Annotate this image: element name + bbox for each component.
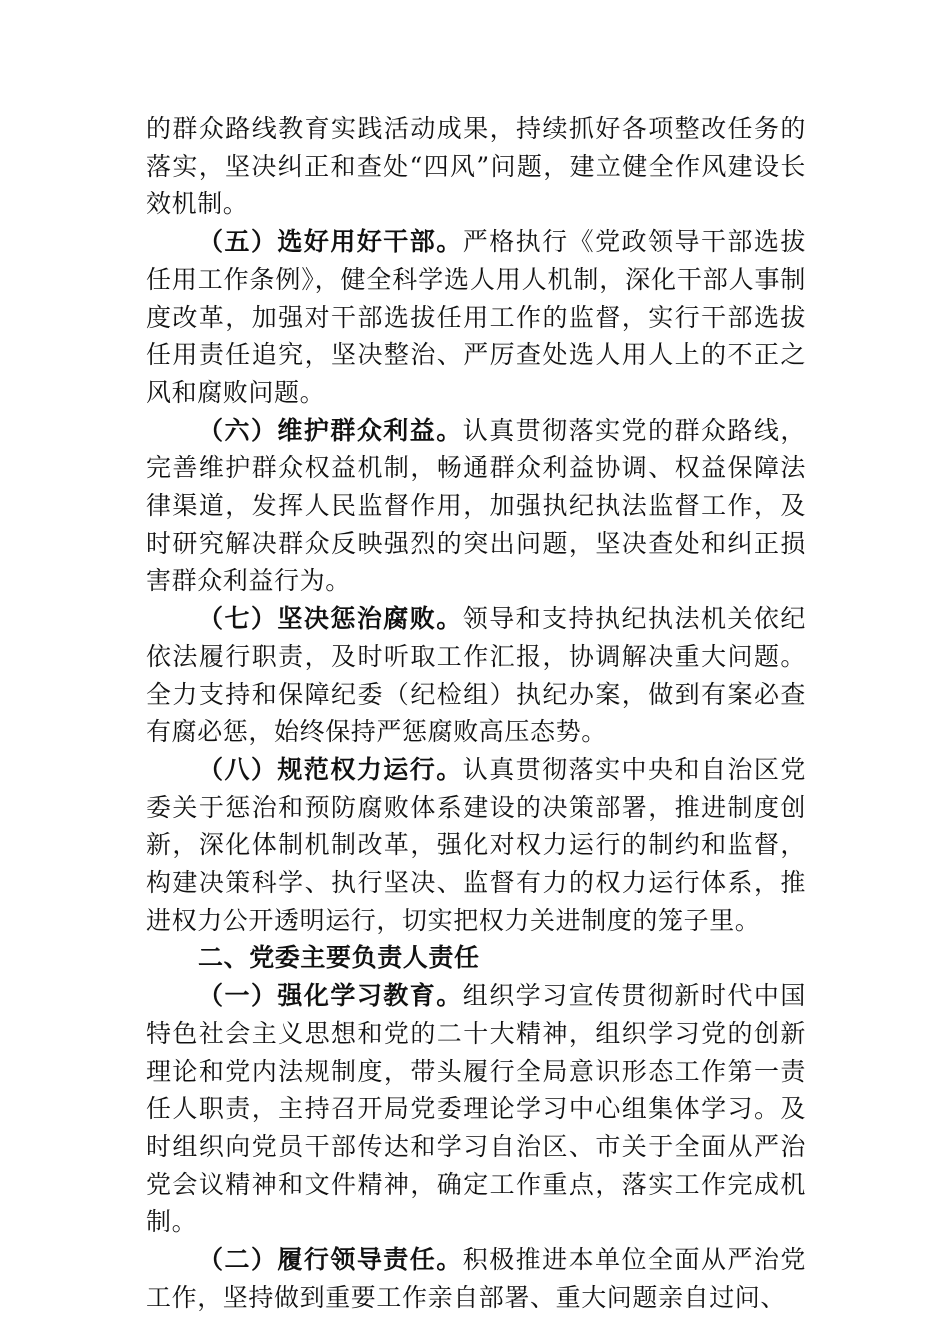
paragraph-body: 的群众路线教育实践活动成果，持续抓好各项整改任务的落实，坚决纠正和查处“四风”问题，建立健全作风建设长效机制。 xyxy=(146,114,806,219)
paragraph-body: 认真贯彻落实中央和自治区党委关于惩治和预防腐败体系建设的决策部署，推进制度创新，深化体制机制改革，强化对权力运行的制约和监督，构建决策科学、执行坚决、监督有力的权力运行体系，推进权力公开透明运行，切实把权力关进制度的笼子里。 xyxy=(146,754,806,935)
paragraph-select-cadres xyxy=(146,223,806,412)
paragraph-leadership-duty xyxy=(146,1241,806,1316)
paragraph-protect-interests xyxy=(146,412,806,601)
paragraph-punish-corruption xyxy=(146,600,806,751)
paragraph-study-education xyxy=(146,977,806,1241)
paragraph-regulate-power xyxy=(146,751,806,940)
paragraph-continuation xyxy=(146,110,806,223)
paragraph-body: 认真贯彻落实党的群众路线，完善维护群众权益机制，畅通群众利益协调、权益保障法律渠道，发挥人民监督作用，加强执纪执法监督工作，及时研究解决群众反映强烈的突出问题，坚决查处和纠正损害群众利益行为。 xyxy=(146,415,806,596)
paragraph-heading: （一）强化学习教育。 xyxy=(198,981,463,1011)
paragraph-heading: （七）坚决惩治腐败。 xyxy=(198,604,463,634)
paragraph-heading: （二）履行领导责任。 xyxy=(198,1245,463,1275)
paragraph-heading: （六）维护群众利益。 xyxy=(198,415,463,445)
paragraph-heading: （八）规范权力运行。 xyxy=(198,754,463,784)
paragraph-heading: （五）选好用好干部。 xyxy=(198,227,463,257)
paragraph-body: 领导和支持执纪执法机关依纪依法履行职责，及时听取工作汇报，协调解决重大问题。全力支持和保障纪委（纪检组）执纪办案，做到有案必查有腐必惩，始终保持严惩腐败高压态势。 xyxy=(146,604,806,747)
section-title: 二、党委主要负责人责任 xyxy=(198,943,480,973)
paragraph-body: 组织学习宣传贯彻新时代中国特色社会主义思想和党的二十大精神，组织学习党的创新理论和党内法规制度，带头履行全局意识形态工作第一责任人职责，主持召开局党委理论学习中心组集体学习。及时组织向党员干部传达和学习自治区、市关于全面从严治党会议精神和文件精神，确定工作重点，落实工作完成机制。 xyxy=(146,981,806,1237)
paragraph-body: 积极推进本单位全面从严治党工作，坚持做到重要工作亲自部署、重大问题亲自过问、 xyxy=(146,1245,806,1312)
paragraph-body: 严格执行《党政领导干部选拔任用工作条例》，健全科学选人用人机制，深化干部人事制度改革，加强对干部选拔任用工作的监督，实行干部选拔任用责任追究，坚决整治、严厉查处选人用人上的不正之风和腐败问题。 xyxy=(146,227,806,407)
document-page xyxy=(146,110,806,1317)
